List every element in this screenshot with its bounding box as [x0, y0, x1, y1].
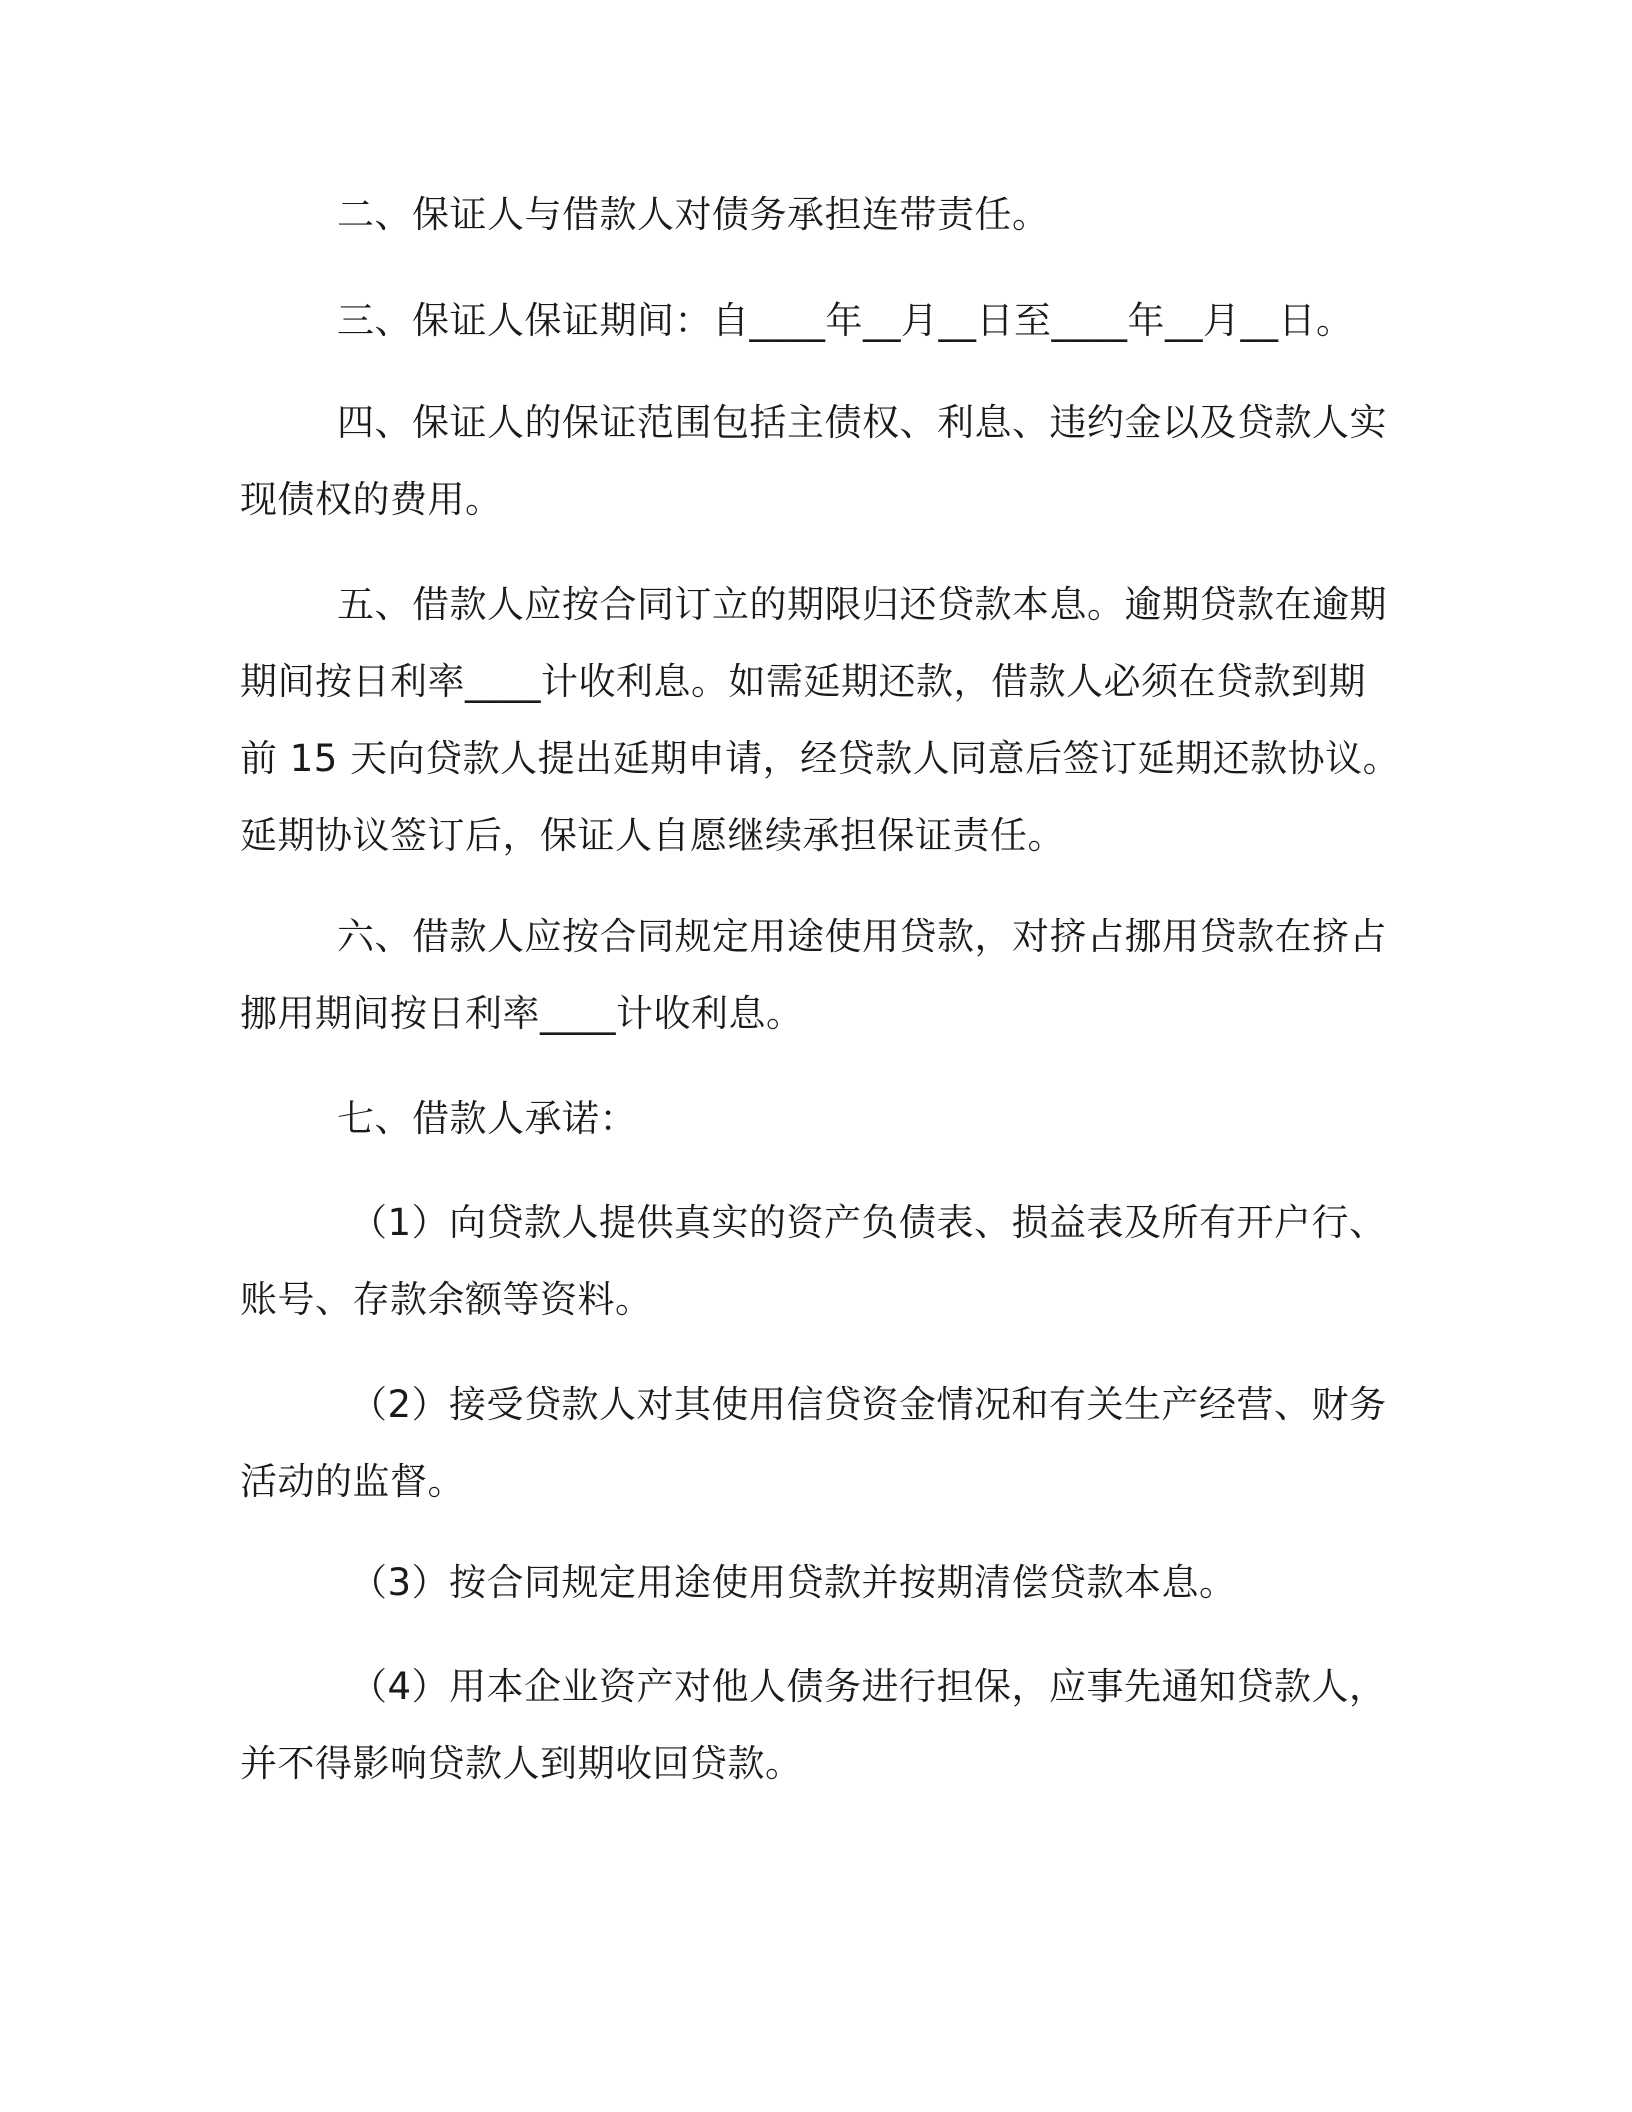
clause-3-paragraph — [240, 282, 1380, 359]
clause-4-paragraph — [240, 384, 1387, 538]
paragraph-line: 三、保证人保证期间：自____年__月__日至____年__月__日。 — [337, 299, 1354, 342]
paragraph-line: （3）按合同规定用途使用贷款并按期清偿贷款本息。 — [350, 1561, 1237, 1604]
paragraph-line: 前 15 天向贷款人提出延期申请，经贷款人同意后签订延期还款协议。 — [240, 737, 1401, 780]
paragraph-line: 四、保证人的保证范围包括主债权、利息、违约金以及贷款人实 — [337, 401, 1387, 444]
commitment-item-3 — [240, 1544, 1380, 1621]
paragraph-line: 二、保证人与借款人对债务承担连带责任。 — [337, 193, 1050, 236]
clause-6-paragraph — [240, 898, 1387, 1052]
commitment-item-1 — [240, 1184, 1387, 1338]
paragraph-line: 活动的监督。 — [240, 1460, 465, 1503]
paragraph-line: （4）用本企业资产对他人债务进行担保，应事先通知贷款人， — [350, 1665, 1387, 1708]
paragraph-line: （1）向贷款人提供真实的资产负债表、损益表及所有开户行、 — [350, 1201, 1387, 1244]
paragraph-line: 延期协议签订后，保证人自愿继续承担保证责任。 — [240, 814, 1065, 857]
paragraph-line: 并不得影响贷款人到期收回贷款。 — [240, 1742, 803, 1785]
paragraph-line: 现债权的费用。 — [240, 478, 503, 521]
paragraph-line: 五、借款人应按合同订立的期限归还贷款本息。逾期贷款在逾期 — [337, 583, 1387, 626]
paragraph-line: 挪用期间按日利率____计收利息。 — [240, 992, 804, 1035]
clause-2-paragraph — [240, 176, 1380, 253]
paragraph-line: 六、借款人应按合同规定用途使用贷款，对挤占挪用贷款在挤占 — [337, 915, 1387, 958]
paragraph-line: 七、借款人承诺： — [337, 1097, 637, 1140]
paragraph-line: 账号、存款余额等资料。 — [240, 1278, 653, 1321]
commitment-item-2 — [240, 1366, 1387, 1520]
paragraph-line: 期间按日利率____计收利息。如需延期还款，借款人必须在贷款到期 — [240, 660, 1366, 703]
paragraph-line: （2）接受贷款人对其使用信贷资金情况和有关生产经营、财务 — [350, 1383, 1387, 1426]
clause-5-paragraph — [240, 566, 1401, 874]
commitment-item-4 — [240, 1648, 1387, 1802]
clause-7-paragraph — [240, 1080, 1380, 1157]
